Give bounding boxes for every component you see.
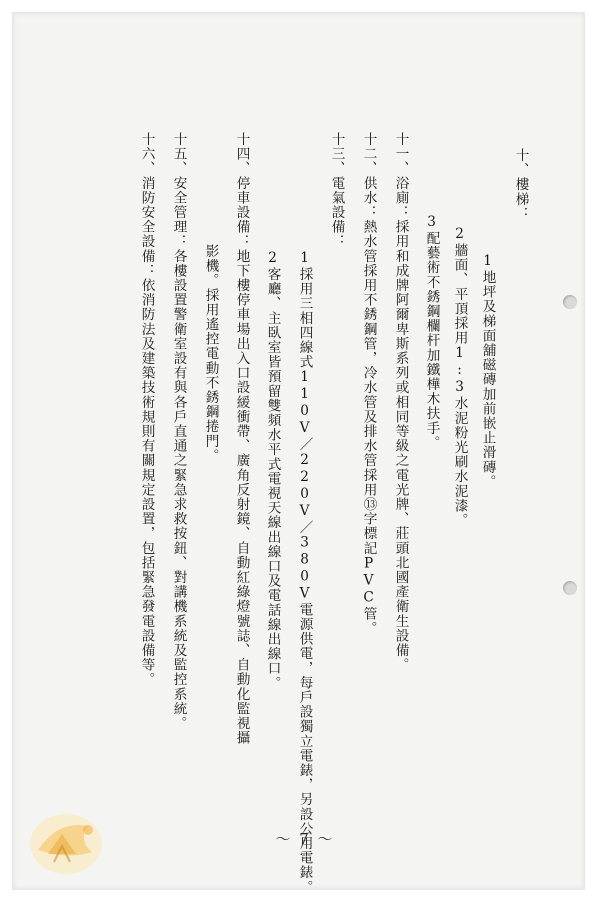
section-11-bathroom: 十一、浴廁：採用和成牌阿爾卑斯系列或相同等級之電光牌、莊頭北國產衛生設備。: [392, 132, 409, 673]
section-14-parking: 十四、停車設備：地下樓停車場出入口設緩衝帶、廣角反射鏡、自動紅綠燈號誌、自動化監視攝: [233, 132, 250, 746]
section-13-heading: 十三、電氣設備：: [328, 132, 345, 249]
section-13-item-2: 2客廳、主臥室皆預留雙頻水平式電視天線出線口及電話線出線口。: [264, 250, 281, 691]
binder-hole-top: [563, 295, 577, 309]
section-10-heading: 十、樓梯：: [512, 148, 529, 221]
section-10-item-3: 3配藝術不銹鋼欄杆加鐵樺木扶手。: [423, 214, 440, 450]
library-logo-watermark: [18, 800, 118, 880]
section-16-fire-safety: 十六、消防安全設備：依消防法及建築技術規則有關規定設置，包括緊急發電設備等。: [138, 132, 155, 687]
section-12-water-supply: 十二、供水：熱水管採用不銹鋼管，冷水管及排水管採用⑬字標記PVC管。: [360, 132, 377, 636]
page-number: ～ 7 ～: [275, 830, 335, 848]
section-14-parking-cont: 影機。採用遙控電動不銹鋼捲門。: [202, 244, 219, 463]
section-10-item-2: 2牆面、平頂採用1:3水泥粉光刷水泥漆。: [451, 226, 468, 528]
section-10-item-1: 1地坪及梯面舖磁磚加前嵌止滑磚。: [479, 253, 496, 489]
section-15-security: 十五、安全管理：各樓設置警衛室設有與各戶直通之緊急求救按鈕、對講機系統及監控系統。: [170, 132, 187, 731]
section-13-item-1: 1採用三相四線式110V／220V／380V電源供電，每戶設獨立電錶，另設公用電錶。: [296, 250, 313, 895]
binder-hole-bottom: [563, 581, 577, 595]
